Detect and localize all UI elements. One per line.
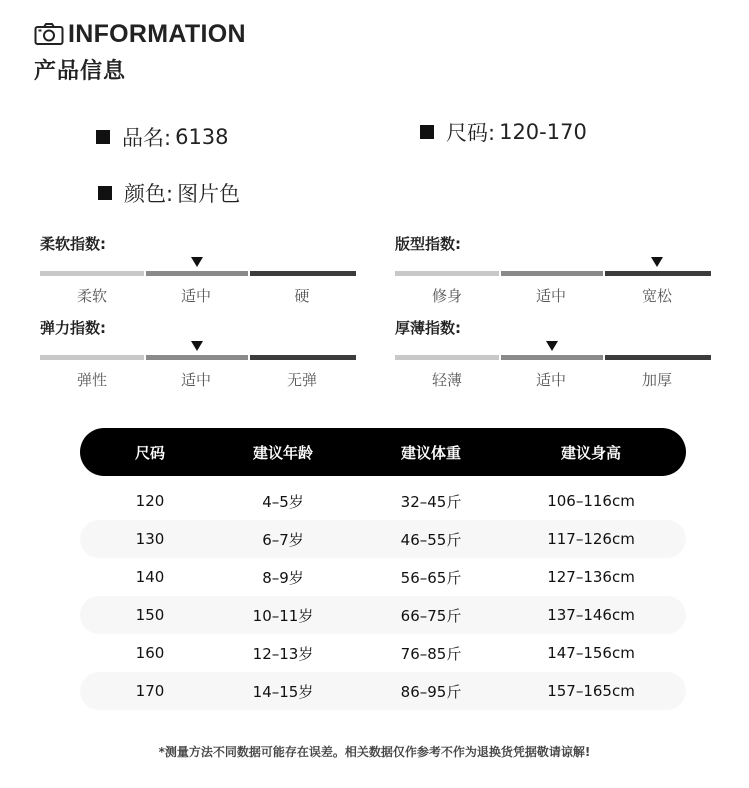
table-cell: 140: [135, 568, 165, 586]
index-label: 修身: [431, 287, 462, 305]
table-row: [80, 558, 686, 596]
index-softness: [40, 233, 356, 306]
index-label: 适中: [535, 371, 566, 389]
index-pointer-icon: [191, 341, 203, 351]
table-cell: 170: [135, 682, 165, 700]
index-thickness: [395, 317, 711, 390]
index-segment: [146, 355, 248, 360]
index-segment: [501, 355, 603, 360]
index-segment: [605, 271, 711, 276]
index-labels: [395, 285, 711, 306]
header-title-cn: 产品信息: [34, 59, 127, 84]
table-cell: 130: [135, 530, 165, 548]
index-segment: [501, 271, 603, 276]
bullet-square-icon: [420, 125, 434, 139]
index-bar: [395, 271, 711, 276]
table-row: [80, 482, 686, 520]
info-size-range: [420, 117, 587, 147]
index-title: 柔软指数:: [40, 235, 106, 253]
info-size-label: 尺码:: [446, 121, 496, 145]
index-bar: [395, 355, 711, 360]
index-labels: [395, 369, 711, 390]
index-label: 弹性: [76, 371, 107, 389]
info-name-label: 品名:: [122, 126, 172, 150]
table-header-cell: 建议体重: [400, 443, 461, 462]
table-cell: 14–15岁: [252, 682, 314, 701]
index-fit: [395, 233, 711, 306]
info-color-label: 颜色:: [124, 182, 174, 206]
table-cell: 10–11岁: [252, 606, 314, 625]
header-title-en: INFORMATION: [68, 19, 246, 48]
index-segment: [40, 271, 144, 276]
table-header-cell: 建议身高: [560, 443, 621, 462]
table-header: [80, 428, 686, 476]
table-header-cell: 建议年龄: [252, 443, 313, 462]
table-cell: 86–95斤: [400, 682, 462, 701]
bullet-square-icon: [96, 130, 110, 144]
index-label: 轻薄: [431, 371, 462, 389]
size-table: [80, 428, 686, 710]
table-cell: 117–126cm: [547, 530, 635, 548]
table-cell: 46–55斤: [400, 530, 462, 549]
index-label: 适中: [535, 287, 566, 305]
index-segment: [605, 355, 711, 360]
index-title: 弹力指数:: [40, 319, 106, 337]
index-pointer-track: [40, 339, 356, 355]
index-pointer-track: [395, 255, 711, 271]
index-pointer-icon: [651, 257, 663, 267]
index-label: 适中: [180, 287, 211, 305]
index-segment: [250, 355, 356, 360]
header-en-row: [34, 20, 246, 48]
index-label: 适中: [180, 371, 211, 389]
index-title: 厚薄指数:: [395, 319, 461, 337]
index-segment: [395, 271, 499, 276]
table-row: [80, 634, 686, 672]
table-cell: 150: [135, 606, 165, 624]
table-cell: 160: [135, 644, 165, 662]
info-color: [98, 178, 240, 208]
header: [34, 20, 246, 85]
table-cell: 8–9岁: [262, 568, 304, 587]
index-labels: [40, 369, 356, 390]
info-color-value: 图片色: [177, 182, 241, 206]
index-label: 硬: [294, 287, 310, 305]
info-size-value: 120-170: [499, 120, 587, 144]
table-cell: 137–146cm: [547, 606, 635, 624]
table-cell: 6–7岁: [262, 530, 304, 549]
bullet-square-icon: [98, 186, 112, 200]
index-pointer-track: [395, 339, 711, 355]
index-segment: [250, 271, 356, 276]
disclaimer-footnote: *测量方法不同数据可能存在误差。相关数据仅作参考不作为退换货凭据敬请谅解!: [158, 745, 591, 759]
index-label: 柔软: [76, 287, 107, 305]
index-pointer-track: [40, 255, 356, 271]
index-labels: [40, 285, 356, 306]
table-cell: 106–116cm: [547, 492, 635, 510]
info-name-value: 6138: [175, 125, 229, 149]
camera-icon: [34, 22, 64, 46]
table-cell: 56–65斤: [400, 568, 462, 587]
table-cell: 147–156cm: [547, 644, 635, 662]
index-label: 加厚: [641, 371, 672, 389]
index-segment: [40, 355, 144, 360]
index-segment: [395, 355, 499, 360]
table-cell: 157–165cm: [547, 682, 635, 700]
index-bar: [40, 271, 356, 276]
table-cell: 12–13岁: [252, 644, 314, 663]
index-bar: [40, 355, 356, 360]
index-title: 版型指数:: [395, 235, 461, 253]
index-pointer-icon: [191, 257, 203, 267]
table-cell: 76–85斤: [400, 644, 462, 663]
index-label: 宽松: [641, 287, 672, 305]
table-cell: 66–75斤: [400, 606, 462, 625]
table-row: [80, 672, 686, 710]
info-product-name: [96, 122, 229, 152]
table-row: [80, 520, 686, 558]
index-elasticity: [40, 317, 356, 390]
table-cell: 127–136cm: [547, 568, 635, 586]
table-cell: 120: [135, 492, 165, 510]
table-cell: 4–5岁: [262, 492, 304, 511]
index-segment: [146, 271, 248, 276]
table-cell: 32–45斤: [400, 492, 462, 511]
table-row: [80, 596, 686, 634]
index-label: 无弹: [286, 371, 317, 389]
table-header-cell: 尺码: [134, 443, 165, 462]
index-pointer-icon: [546, 341, 558, 351]
